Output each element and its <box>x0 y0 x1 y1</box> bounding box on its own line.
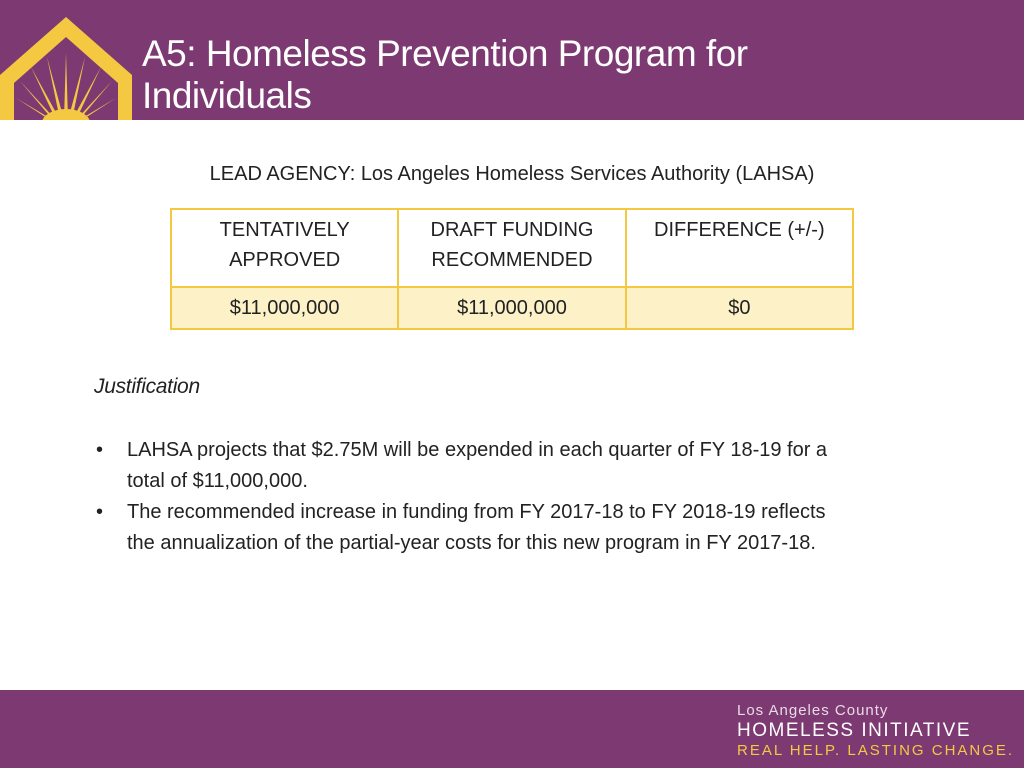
justification-list <box>94 435 974 559</box>
footer-initiative: HOMELESS INITIATIVE <box>737 720 972 741</box>
list-item <box>94 435 974 497</box>
header-line: APPROVED <box>229 249 341 271</box>
header-draft-funding <box>398 209 625 287</box>
footer-tagline: REAL HELP. LASTING CHANGE. <box>737 742 1015 759</box>
table-row <box>171 287 853 329</box>
lead-agency-text: LEAD AGENCY: Los Angeles Homeless Services Authority (LAHSA) <box>209 163 815 185</box>
footer-brand <box>737 702 1014 760</box>
header-tentatively-approved <box>171 209 398 287</box>
header-line: DIFFERENCE (+/-) <box>654 219 825 241</box>
bullet-line: The recommended increase in funding from FY 2017-18 to FY 2018-19 reflects <box>127 501 826 523</box>
funding-table <box>170 208 854 330</box>
header-difference <box>626 209 853 287</box>
title-line-1: A5: Homeless Prevention Program for <box>142 33 748 74</box>
bullet-line: the annualization of the partial-year costs for this new program in FY 2017-18. <box>127 532 816 554</box>
bullet-dot: • <box>96 439 104 461</box>
house-sunburst-icon <box>0 15 132 120</box>
list-item <box>94 497 974 559</box>
footer-county: Los Angeles County <box>737 702 889 719</box>
header-line: TENTATIVELY <box>219 219 350 241</box>
header-line: RECOMMENDED <box>431 249 593 271</box>
value-tentatively-approved: $11,000,000 <box>171 287 398 329</box>
justification-heading: Justification <box>94 375 200 398</box>
table-header-row <box>171 209 853 287</box>
bullet-line: total of $11,000,000. <box>127 470 308 492</box>
value-difference: $0 <box>626 287 853 329</box>
bullet-dot: • <box>96 501 104 523</box>
title-line-2: Individuals <box>142 75 312 116</box>
page-title <box>142 33 1002 117</box>
bullet-line: LAHSA projects that $2.75M will be expended in each quarter of FY 18-19 for a <box>127 439 828 461</box>
value-draft-funding: $11,000,000 <box>398 287 625 329</box>
header-line: DRAFT FUNDING <box>430 219 594 241</box>
